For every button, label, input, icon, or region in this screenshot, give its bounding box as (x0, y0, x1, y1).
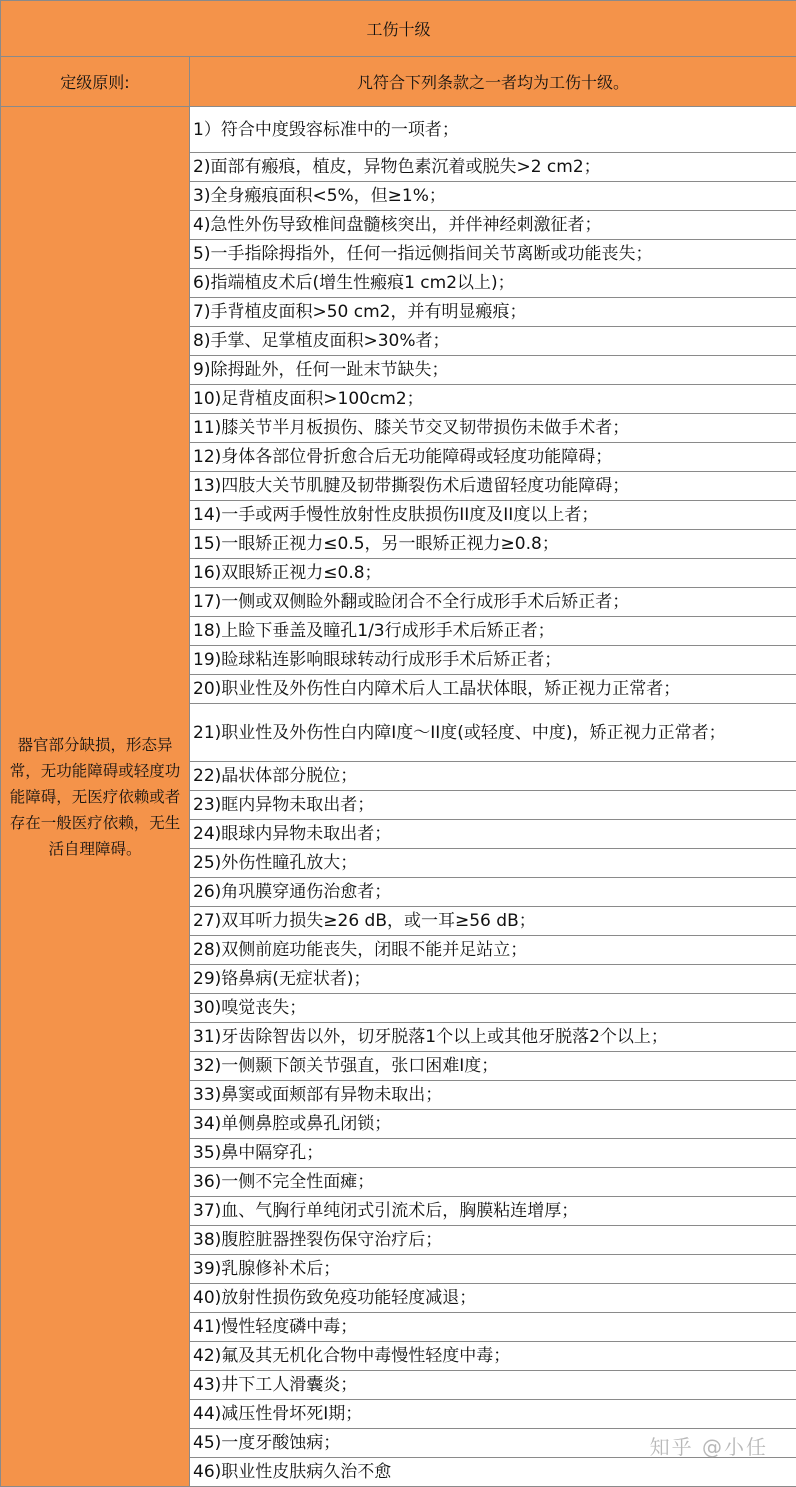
item-text: 24)眼球内异物未取出者； (190, 820, 796, 849)
item-text: 32)一侧颞下颌关节强直，张口困难I度； (190, 1052, 796, 1081)
item-text: 28)双侧前庭功能丧失，闭眼不能并足站立； (190, 936, 796, 965)
item-text: 29)铬鼻病(无症状者)； (190, 965, 796, 994)
principle-header-value: 凡符合下列条款之一者均为工伤十级。 (190, 57, 796, 107)
item-text: 6)指端植皮术后(增生性瘢痕1 cm2以上)； (190, 269, 796, 298)
item-text: 43)井下工人滑囊炎； (190, 1371, 796, 1400)
item-text: 11)膝关节半月板损伤、膝关节交叉韧带损伤未做手术者； (190, 414, 796, 443)
item-text: 27)双耳听力损失≥26 dB，或一耳≥56 dB； (190, 907, 796, 936)
item-text: 42)氟及其无机化合物中毒慢性轻度中毒； (190, 1342, 796, 1371)
item-text: 17)一侧或双侧睑外翻或睑闭合不全行成形手术后矫正者； (190, 588, 796, 617)
item-text: 45)一度牙酸蚀病； (190, 1429, 796, 1458)
item-text: 1）符合中度毁容标准中的一项者； (190, 107, 796, 153)
item-text: 15)一眼矫正视力≤0.5，另一眼矫正视力≥0.8； (190, 530, 796, 559)
item-text: 8)手掌、足掌植皮面积>30%者； (190, 327, 796, 356)
header-row (1, 57, 796, 107)
item-text: 5)一手指除拇指外，任何一指远侧指间关节离断或功能丧失； (190, 240, 796, 269)
table-row (1, 107, 796, 153)
item-text: 20)职业性及外伤性白内障术后人工晶状体眼，矫正视力正常者； (190, 675, 796, 704)
item-text: 39)乳腺修补术后； (190, 1255, 796, 1284)
title-row (1, 1, 796, 57)
item-text: 13)四肢大关节肌腱及韧带撕裂伤术后遗留轻度功能障碍； (190, 472, 796, 501)
item-text: 44)减压性骨坏死I期； (190, 1400, 796, 1429)
item-text: 41)慢性轻度磷中毒； (190, 1313, 796, 1342)
item-text: 25)外伤性瞳孔放大； (190, 849, 796, 878)
item-text: 36)一侧不完全性面瘫； (190, 1168, 796, 1197)
item-text: 3)全身瘢痕面积<5%，但≥1%； (190, 182, 796, 211)
item-text: 37)血、气胸行单纯闭式引流术后，胸膜粘连增厚； (190, 1197, 796, 1226)
item-text: 33)鼻窦或面颊部有异物未取出； (190, 1081, 796, 1110)
item-text: 14)一手或两手慢性放射性皮肤损伤II度及II度以上者； (190, 501, 796, 530)
principle-description: 器官部分缺损，形态异常，无功能障碍或轻度功能障碍，无医疗依赖或者存在一般医疗依赖，无生活自理障碍。 (1, 107, 190, 1487)
item-text: 38)腹腔脏器挫裂伤保守治疗后； (190, 1226, 796, 1255)
item-text: 30)嗅觉丧失； (190, 994, 796, 1023)
table-title: 工伤十级 (1, 1, 796, 57)
item-text: 22)晶状体部分脱位； (190, 762, 796, 791)
item-text: 34)单侧鼻腔或鼻孔闭锁； (190, 1110, 796, 1139)
item-text: 7)手背植皮面积>50 cm2，并有明显瘢痕； (190, 298, 796, 327)
item-text: 31)牙齿除智齿以外，切牙脱落1个以上或其他牙脱落2个以上； (190, 1023, 796, 1052)
principle-header-label: 定级原则: (1, 57, 190, 107)
item-text: 2)面部有瘢痕，植皮，异物色素沉着或脱失>2 cm2； (190, 153, 796, 182)
item-text: 19)睑球粘连影响眼球转动行成形手术后矫正者； (190, 646, 796, 675)
item-text: 16)双眼矫正视力≤0.8； (190, 559, 796, 588)
item-text: 10)足背植皮面积>100cm2； (190, 385, 796, 414)
item-text: 26)角巩膜穿通伤治愈者； (190, 878, 796, 907)
item-text: 12)身体各部位骨折愈合后无功能障碍或轻度功能障碍； (190, 443, 796, 472)
item-text: 9)除拇趾外，任何一趾末节缺失； (190, 356, 796, 385)
item-text: 46)职业性皮肤病久治不愈 (190, 1458, 796, 1487)
item-text: 4)急性外伤导致椎间盘髓核突出，并伴神经刺激征者； (190, 211, 796, 240)
item-text: 21)职业性及外伤性白内障I度～II度(或轻度、中度)，矫正视力正常者； (190, 704, 796, 762)
item-text: 40)放射性损伤致免疫功能轻度减退； (190, 1284, 796, 1313)
item-text: 23)眶内异物未取出者； (190, 791, 796, 820)
item-text: 18)上睑下垂盖及瞳孔1/3行成形手术后矫正者； (190, 617, 796, 646)
item-text: 35)鼻中隔穿孔； (190, 1139, 796, 1168)
watermark-logo: 知乎 @小任 (650, 1431, 768, 1460)
